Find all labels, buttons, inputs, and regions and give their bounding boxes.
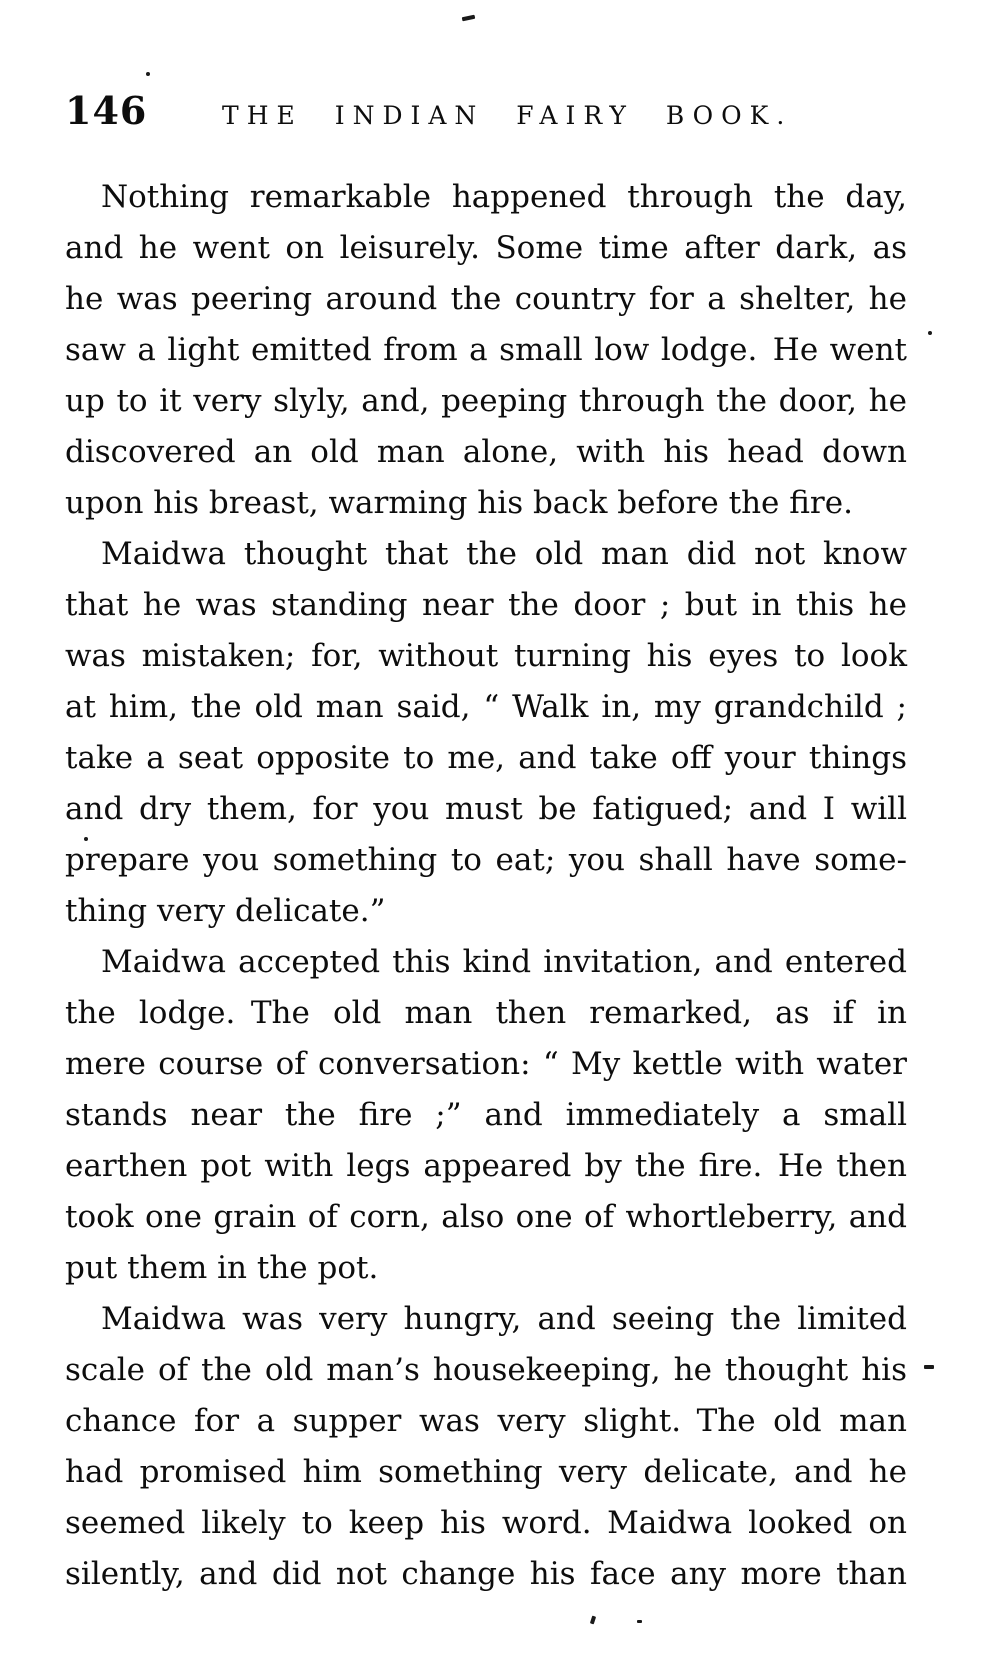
text-line: Maidwa accepted this kind invitation, and entered <box>101 944 907 980</box>
page-number: 146 <box>65 88 148 133</box>
text-line: had promised him something very delicate, and he <box>65 1454 907 1490</box>
text-line: seemed likely to keep his word. Maidwa looked on <box>65 1505 907 1541</box>
text-line: Maidwa was very hungry, and seeing the limited <box>101 1301 907 1337</box>
running-header <box>65 88 907 133</box>
text-line: Maidwa thought that the old man did not know <box>101 536 907 572</box>
page-text <box>65 172 907 1600</box>
text-line: saw a light emitted from a small low lodge. He went <box>65 332 907 368</box>
text-line: upon his breast, warming his back before the fire. <box>65 485 853 521</box>
text-line: and he went on leisurely. Some time after dark, as <box>65 230 907 266</box>
text-line: put them in the pot. <box>65 1250 379 1286</box>
scan-speck <box>924 1365 934 1369</box>
text-line: Nothing remarkable happened through the day, <box>101 179 907 215</box>
text-line: that he was standing near the door ; but in this he <box>65 587 907 623</box>
text-line: silently, and did not change his face any more than <box>65 1556 907 1592</box>
text-line: up to it very slyly, and, peeping through the door, he <box>65 383 907 419</box>
text-line: and dry them, for you must be fatigued; and I will <box>65 791 907 827</box>
running-title-wrap <box>147 101 907 130</box>
text-line: the lodge. The old man then remarked, as if in <box>65 995 907 1031</box>
text-line: prepare you something to eat; you shall have some- <box>65 842 907 878</box>
text-line: chance for a supper was very slight. The old man <box>65 1403 907 1439</box>
paragraph-3 <box>65 937 907 1294</box>
paragraph-4 <box>65 1294 907 1600</box>
text-line: earthen pot with legs appeared by the fire. He then <box>65 1148 907 1184</box>
scan-speck <box>637 1620 642 1623</box>
scan-speck <box>590 1616 596 1625</box>
scan-speck <box>146 72 150 76</box>
paragraph-1 <box>65 172 907 529</box>
text-line: discovered an old man alone, with his head down <box>65 434 907 470</box>
scan-speck <box>84 837 88 841</box>
scan-speck <box>462 15 476 22</box>
text-line: take a seat opposite to me, and take off your things <box>65 740 907 776</box>
text-line: at him, the old man said, “ Walk in, my grandchild ; <box>65 689 907 725</box>
text-line: he was peering around the country for a shelter, he <box>65 281 907 317</box>
text-line: thing very delicate.” <box>65 893 386 929</box>
text-line: took one grain of corn, also one of whortleberry, and <box>65 1199 907 1235</box>
text-line: scale of the old man’s housekeeping, he thought his <box>65 1352 907 1388</box>
paragraph-2 <box>65 529 907 937</box>
text-line: was mistaken; for, without turning his eyes to look <box>65 638 907 674</box>
text-line: mere course of conversation: “ My kettle with water <box>65 1046 907 1082</box>
scan-speck <box>928 331 932 335</box>
running-title: THE INDIAN FAIRY BOOK. <box>222 101 793 130</box>
text-line: stands near the fire ;” and immediately a small <box>65 1097 907 1133</box>
